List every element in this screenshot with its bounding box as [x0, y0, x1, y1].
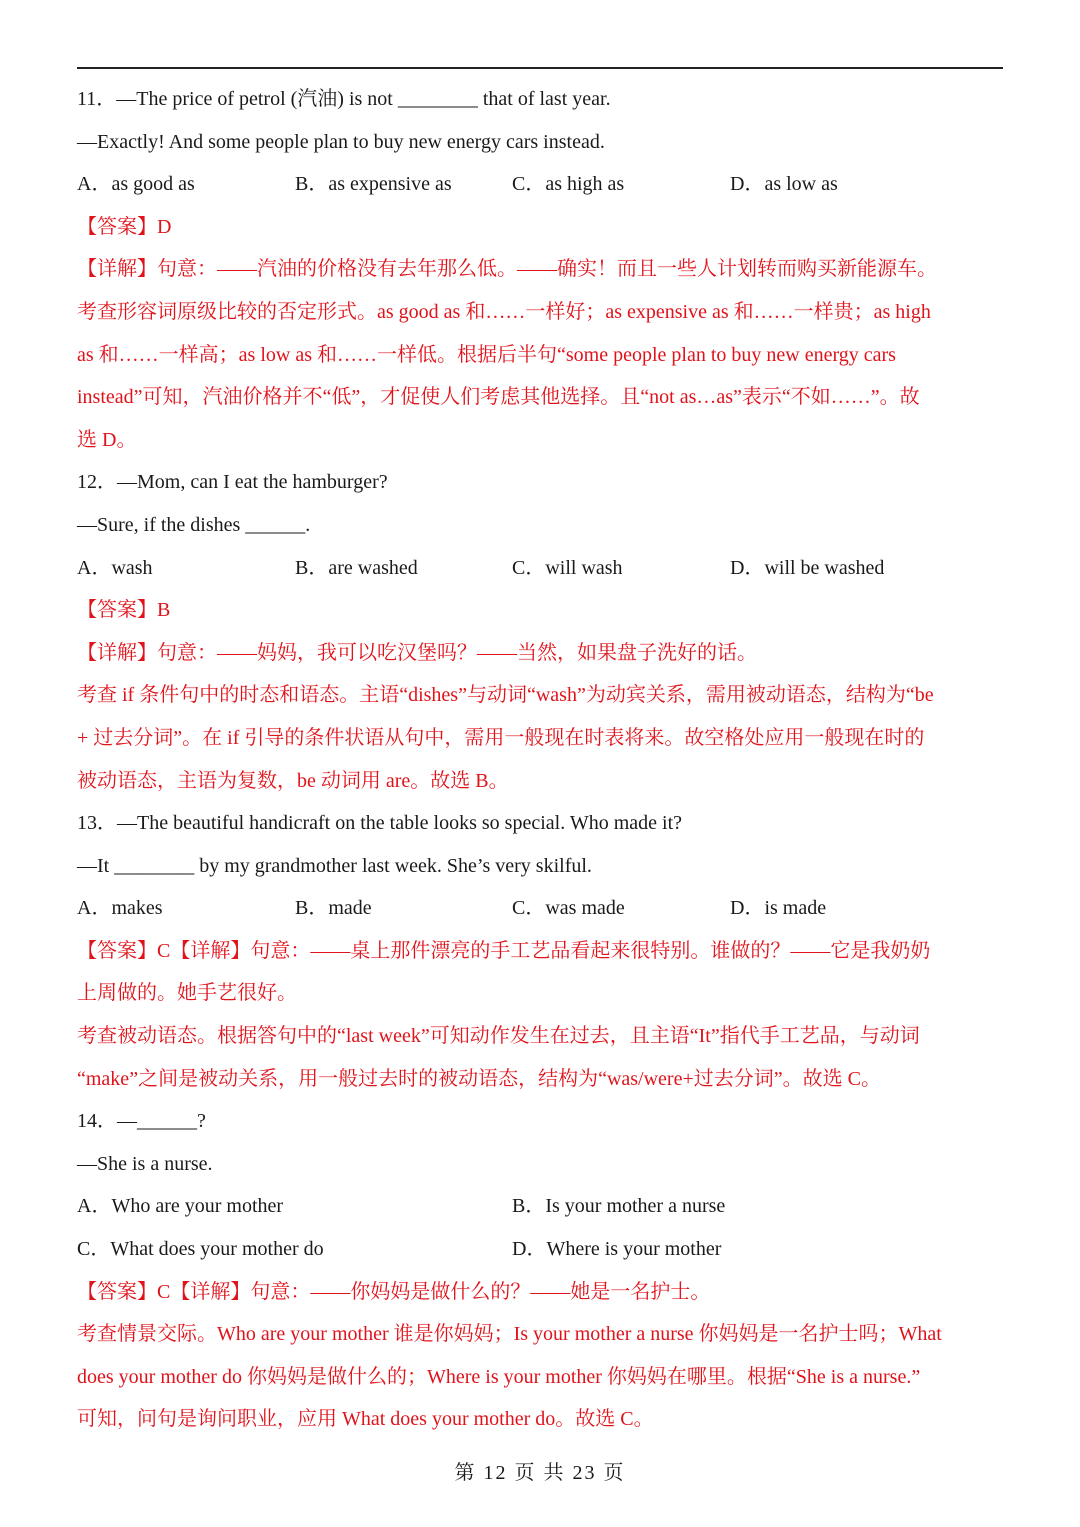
q11-option-c: C．as high as — [512, 173, 625, 196]
q14-options-row-1 — [77, 1185, 1003, 1228]
q11-option-b: B．as expensive as — [295, 173, 452, 196]
q12-question: 12．—Mom, can I eat the hamburger? — [77, 471, 388, 494]
q12-explanation-line: 考查 if 条件句中的时态和语态。主语“dishes”与动词“wash”为动宾关系，需用被动语态，结构为“be — [77, 684, 934, 707]
q12-explanation-line: + 过去分词”。在 if 引导的条件状语从句中，需用一般现在时表将来。故空格处应用一般现在时的 — [77, 726, 925, 749]
q14-explanation-line: does your mother do 你妈妈是做什么的；Where is your mother 你妈妈在哪里。根据“She is a nurse.” — [77, 1365, 921, 1388]
q14-reply: —She is a nurse. — [77, 1152, 213, 1175]
page-content — [77, 78, 1003, 1441]
q14-options-row-2 — [77, 1228, 1003, 1271]
q13-option-b: B．made — [295, 897, 372, 920]
q13-option-d: D．is made — [730, 897, 827, 920]
q11-answer: 【答案】D — [77, 215, 172, 238]
q14-option-a: A．Who are your mother — [77, 1195, 284, 1218]
q11-reply: —Exactly! And some people plan to buy new energy cars instead. — [77, 130, 605, 153]
q13-options — [77, 887, 1003, 930]
q11-explanation-line: as 和……一样高；as low as 和……一样低。根据后半句“some people plan to buy new energy cars — [77, 343, 896, 366]
q13-explanation-line: “make”之间是被动关系，用一般过去时的被动语态，结构为“was/were+过去分词”。故选 C。 — [77, 1067, 881, 1090]
q14-question: 14．—______? — [77, 1110, 206, 1133]
q12-options — [77, 547, 1003, 590]
q12-option-b: B．are washed — [295, 556, 418, 579]
q14-option-c: C．What does your mother do — [77, 1238, 324, 1261]
q14-explanation-line: 考查情景交际。Who are your mother 谁是你妈妈；Is your mother a nurse 你妈妈是一名护士吗；What — [77, 1323, 942, 1346]
q12-option-a: A．wash — [77, 556, 153, 579]
q12-reply: —Sure, if the dishes ______. — [77, 513, 311, 536]
q11-explanation-line: 【详解】句意：——汽油的价格没有去年那么低。——确实！而且一些人计划转而购买新能源车。 — [77, 258, 937, 281]
page-footer — [0, 1458, 1080, 1488]
q13-explanation-line: 考查被动语态。根据答句中的“last week”可知动作发生在过去，且主语“It”指代手工艺品，与动词 — [77, 1025, 920, 1048]
q13-option-c: C．was made — [512, 897, 625, 920]
q11-explanation-line: instead”可知，汽油价格并不“低”，才促使人们考虑其他选择。且“not as…as”表示“不如……”。故 — [77, 386, 920, 409]
page-number-text: 第 12 页 共 23 页 — [454, 1462, 626, 1484]
q11-explanation-line: 选 D。 — [77, 428, 137, 451]
q12-explanation-line: 【详解】句意：——妈妈，我可以吃汉堡吗？——当然，如果盘子洗好的话。 — [77, 641, 757, 664]
q13-reply: —It ________ by my grandmother last week. She’s very skilful. — [77, 854, 592, 877]
q13-explanation-line: 【答案】C【详解】句意：——桌上那件漂亮的手工艺品看起来很特别。谁做的？——它是我奶奶 — [77, 939, 931, 962]
q11-question: 11．—The price of petrol (汽油) is not ________ that of last year. — [77, 88, 611, 110]
q11-options — [77, 163, 1003, 206]
q14-explanation-line: 【答案】C【详解】句意：——你妈妈是做什么的？——她是一名护士。 — [77, 1280, 711, 1303]
q12-explanation-line: 被动语态，主语为复数，be 动词用 are。故选 B。 — [77, 769, 509, 792]
q12-option-c: C．will wash — [512, 556, 623, 579]
q11-option-a: A．as good as — [77, 173, 195, 196]
q14-option-b: B．Is your mother a nurse — [512, 1195, 726, 1218]
q11-option-d: D．as low as — [730, 173, 838, 196]
q12-answer: 【答案】B — [77, 599, 171, 622]
q12-option-d: D．will be washed — [730, 556, 885, 579]
q13-question: 13．—The beautiful handicraft on the table looks so special. Who made it? — [77, 812, 683, 835]
q14-explanation-line: 可知，问句是询问职业，应用 What does your mother do。故选 C。 — [77, 1408, 654, 1431]
q13-explanation-line: 上周做的。她手艺很好。 — [77, 982, 297, 1005]
q11-explanation-line: 考查形容词原级比较的否定形式。as good as 和……一样好；as expensive as 和……一样贵；as high — [77, 300, 931, 323]
header-rule — [77, 67, 1003, 69]
q14-option-d: D．Where is your mother — [512, 1238, 722, 1261]
q13-option-a: A．makes — [77, 897, 163, 920]
